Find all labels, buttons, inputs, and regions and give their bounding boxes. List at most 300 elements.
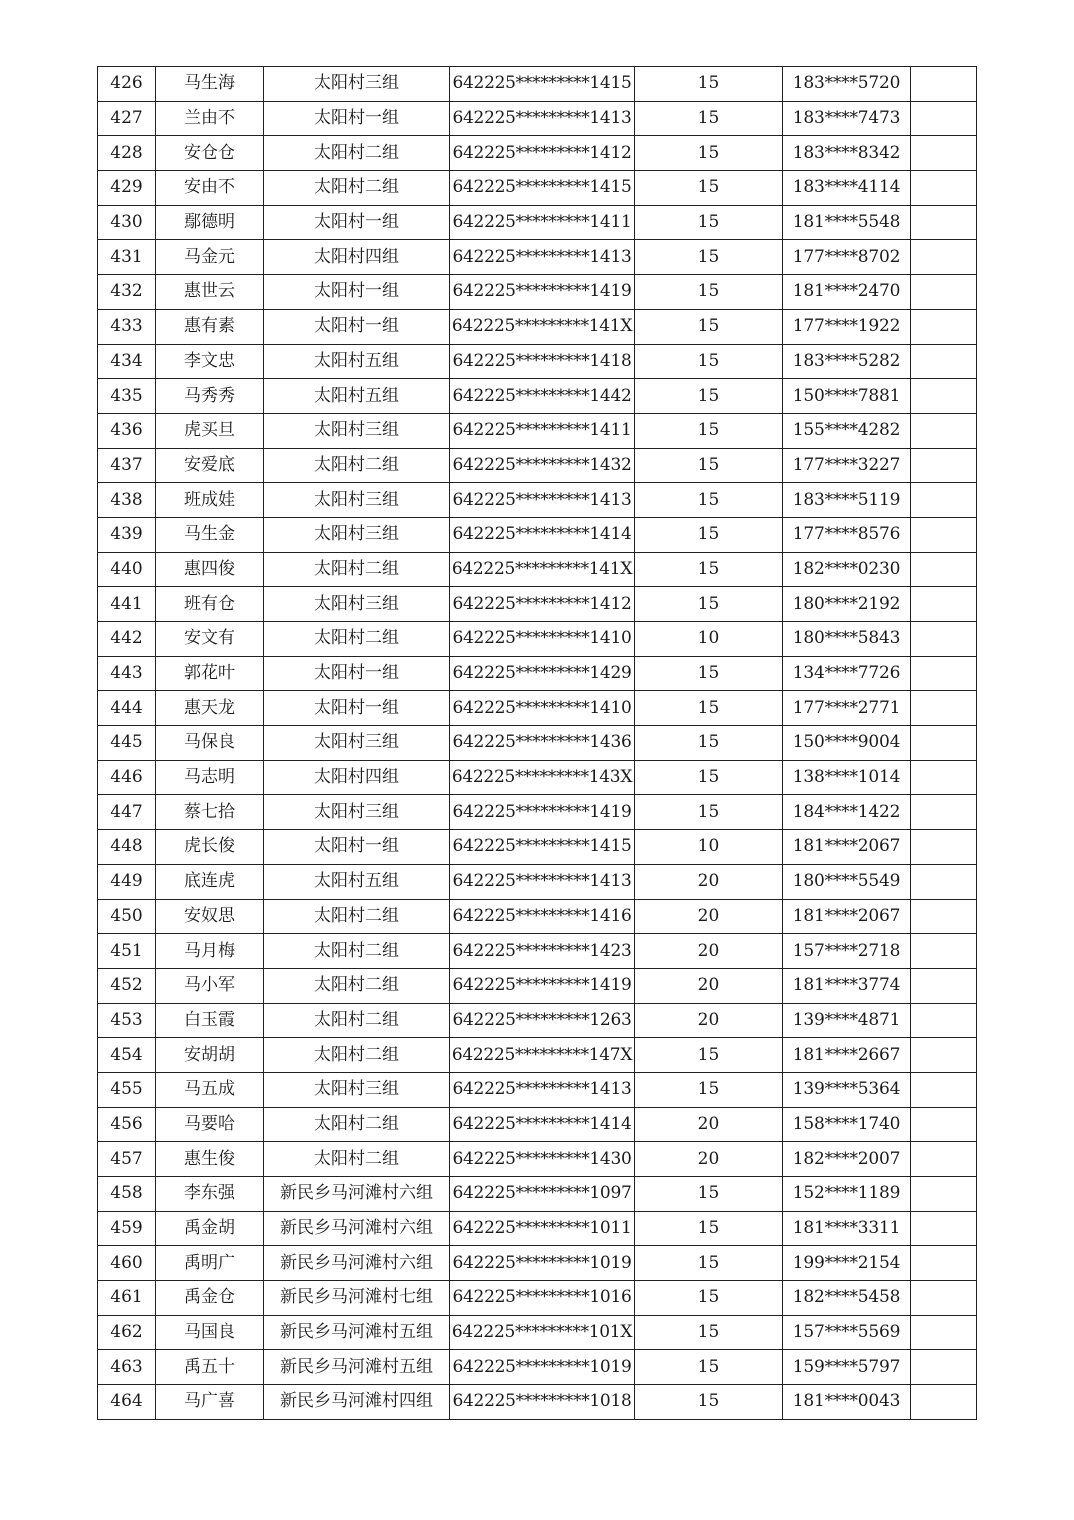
cell-village-group: 太阳村三组 [264,1072,450,1107]
cell-amount: 20 [635,968,783,1003]
cell-note [911,483,977,518]
cell-note [911,448,977,483]
cell-id-card: 642225*********1018 [450,1385,635,1420]
cell-village-group: 太阳村二组 [264,1142,450,1177]
cell-id-card: 642225*********1419 [450,968,635,1003]
cell-name: 马志明 [156,760,264,795]
cell-name: 鄢德明 [156,205,264,240]
cell-village-group: 太阳村一组 [264,691,450,726]
cell-name: 马小军 [156,968,264,1003]
cell-note [911,691,977,726]
cell-id-card: 642225*********1418 [450,344,635,379]
cell-village-group: 太阳村二组 [264,899,450,934]
cell-phone: 181****0043 [783,1385,911,1420]
cell-phone: 181****2667 [783,1038,911,1073]
cell-village-group: 太阳村三组 [264,413,450,448]
cell-amount: 15 [635,205,783,240]
cell-village-group: 新民乡马河滩村五组 [264,1350,450,1385]
table-row [98,517,977,552]
cell-id-card: 642225*********1413 [450,240,635,275]
table-row [98,448,977,483]
cell-id-card: 642225*********1423 [450,934,635,969]
cell-phone: 183****5720 [783,67,911,102]
cell-name: 班成娃 [156,483,264,518]
table-row [98,726,977,761]
cell-village-group: 太阳村二组 [264,448,450,483]
cell-id-card: 642225*********1413 [450,1072,635,1107]
table-row [98,413,977,448]
cell-village-group: 太阳村五组 [264,344,450,379]
cell-serial-number: 432 [98,275,156,310]
cell-note [911,656,977,691]
cell-note [911,1211,977,1246]
cell-serial-number: 437 [98,448,156,483]
cell-name: 班有仓 [156,587,264,622]
cell-phone: 177****2771 [783,691,911,726]
cell-serial-number: 439 [98,517,156,552]
cell-id-card: 642225*********1019 [450,1350,635,1385]
cell-id-card: 642225*********1412 [450,587,635,622]
table-row [98,344,977,379]
cell-village-group: 太阳村二组 [264,171,450,206]
cell-serial-number: 460 [98,1246,156,1281]
cell-village-group: 太阳村三组 [264,483,450,518]
cell-id-card: 642225*********1411 [450,413,635,448]
cell-phone: 180****5549 [783,864,911,899]
cell-id-card: 642225*********1411 [450,205,635,240]
cell-note [911,726,977,761]
table-row [98,240,977,275]
cell-phone: 157****2718 [783,934,911,969]
cell-phone: 183****8342 [783,136,911,171]
cell-name: 马保良 [156,726,264,761]
cell-serial-number: 454 [98,1038,156,1073]
cell-note [911,622,977,657]
cell-id-card: 642225*********1432 [450,448,635,483]
cell-phone: 183****7473 [783,101,911,136]
cell-amount: 15 [635,344,783,379]
cell-phone: 180****5843 [783,622,911,657]
cell-note [911,760,977,795]
cell-amount: 15 [635,726,783,761]
cell-id-card: 642225*********141X [450,309,635,344]
cell-id-card: 642225*********1415 [450,67,635,102]
cell-village-group: 太阳村一组 [264,205,450,240]
cell-name: 马要哈 [156,1107,264,1142]
cell-serial-number: 450 [98,899,156,934]
cell-amount: 15 [635,67,783,102]
cell-phone: 184****1422 [783,795,911,830]
cell-name: 禹金仓 [156,1281,264,1316]
cell-serial-number: 431 [98,240,156,275]
cell-name: 底连虎 [156,864,264,899]
cell-amount: 20 [635,864,783,899]
cell-name: 惠生俊 [156,1142,264,1177]
cell-village-group: 新民乡马河滩村六组 [264,1211,450,1246]
cell-serial-number: 456 [98,1107,156,1142]
cell-note [911,1107,977,1142]
cell-village-group: 太阳村二组 [264,934,450,969]
cell-note [911,1177,977,1212]
cell-phone: 177****1922 [783,309,911,344]
cell-village-group: 太阳村一组 [264,830,450,865]
cell-phone: 182****2007 [783,1142,911,1177]
cell-village-group: 太阳村二组 [264,136,450,171]
cell-village-group: 太阳村二组 [264,622,450,657]
cell-amount: 15 [635,1281,783,1316]
cell-village-group: 太阳村四组 [264,760,450,795]
cell-note [911,1246,977,1281]
table-row [98,1177,977,1212]
cell-village-group: 太阳村三组 [264,587,450,622]
cell-amount: 15 [635,448,783,483]
cell-serial-number: 459 [98,1211,156,1246]
cell-serial-number: 433 [98,309,156,344]
cell-amount: 15 [635,691,783,726]
cell-amount: 20 [635,934,783,969]
cell-phone: 183****4114 [783,171,911,206]
cell-name: 安仓仓 [156,136,264,171]
cell-name: 李文忠 [156,344,264,379]
cell-name: 惠有素 [156,309,264,344]
cell-name: 虎买旦 [156,413,264,448]
cell-note [911,171,977,206]
cell-id-card: 642225*********1413 [450,101,635,136]
cell-note [911,379,977,414]
cell-note [911,1315,977,1350]
cell-serial-number: 457 [98,1142,156,1177]
cell-name: 禹明广 [156,1246,264,1281]
table-row [98,656,977,691]
cell-id-card: 642225*********1412 [450,136,635,171]
cell-village-group: 新民乡马河滩村六组 [264,1177,450,1212]
table-row [98,171,977,206]
cell-name: 蔡七拾 [156,795,264,830]
cell-serial-number: 452 [98,968,156,1003]
cell-serial-number: 449 [98,864,156,899]
cell-name: 安奴思 [156,899,264,934]
cell-id-card: 642225*********1436 [450,726,635,761]
cell-note [911,1072,977,1107]
cell-id-card: 642225*********1429 [450,656,635,691]
cell-note [911,1038,977,1073]
cell-phone: 138****1014 [783,760,911,795]
cell-village-group: 太阳村三组 [264,67,450,102]
cell-name: 惠世云 [156,275,264,310]
cell-phone: 181****3774 [783,968,911,1003]
cell-amount: 15 [635,275,783,310]
cell-serial-number: 461 [98,1281,156,1316]
cell-id-card: 642225*********1263 [450,1003,635,1038]
cell-serial-number: 435 [98,379,156,414]
roster-table [97,66,977,1420]
cell-name: 马国良 [156,1315,264,1350]
cell-village-group: 太阳村三组 [264,795,450,830]
table-row [98,691,977,726]
cell-id-card: 642225*********1011 [450,1211,635,1246]
cell-id-card: 642225*********1419 [450,795,635,830]
cell-amount: 15 [635,1246,783,1281]
table-row [98,1107,977,1142]
cell-amount: 15 [635,1038,783,1073]
cell-serial-number: 434 [98,344,156,379]
cell-village-group: 太阳村二组 [264,552,450,587]
cell-name: 马月梅 [156,934,264,969]
cell-amount: 15 [635,309,783,344]
table-row [98,1385,977,1420]
cell-note [911,1142,977,1177]
table-row [98,1350,977,1385]
cell-note [911,1385,977,1420]
table-row [98,101,977,136]
cell-amount: 20 [635,1142,783,1177]
cell-village-group: 太阳村五组 [264,379,450,414]
cell-name: 虎长俊 [156,830,264,865]
cell-amount: 20 [635,899,783,934]
cell-serial-number: 451 [98,934,156,969]
cell-amount: 10 [635,830,783,865]
cell-amount: 15 [635,656,783,691]
table-row [98,552,977,587]
cell-serial-number: 453 [98,1003,156,1038]
cell-village-group: 太阳村一组 [264,275,450,310]
cell-serial-number: 447 [98,795,156,830]
cell-name: 安文有 [156,622,264,657]
cell-serial-number: 438 [98,483,156,518]
cell-serial-number: 462 [98,1315,156,1350]
cell-serial-number: 458 [98,1177,156,1212]
cell-phone: 181****3311 [783,1211,911,1246]
cell-phone: 177****3227 [783,448,911,483]
cell-serial-number: 428 [98,136,156,171]
cell-phone: 183****5282 [783,344,911,379]
table-row [98,587,977,622]
table-row [98,1003,977,1038]
table-row [98,1038,977,1073]
cell-village-group: 太阳村四组 [264,240,450,275]
cell-amount: 15 [635,413,783,448]
cell-id-card: 642225*********1019 [450,1246,635,1281]
cell-phone: 159****5797 [783,1350,911,1385]
cell-serial-number: 444 [98,691,156,726]
cell-note [911,968,977,1003]
cell-note [911,899,977,934]
cell-village-group: 太阳村一组 [264,656,450,691]
cell-phone: 180****2192 [783,587,911,622]
cell-id-card: 642225*********1415 [450,830,635,865]
cell-serial-number: 429 [98,171,156,206]
cell-phone: 182****0230 [783,552,911,587]
cell-village-group: 新民乡马河滩村七组 [264,1281,450,1316]
cell-name: 马广喜 [156,1385,264,1420]
cell-serial-number: 448 [98,830,156,865]
cell-village-group: 太阳村二组 [264,1107,450,1142]
table-row [98,1072,977,1107]
cell-note [911,552,977,587]
cell-note [911,67,977,102]
cell-village-group: 太阳村五组 [264,864,450,899]
cell-phone: 181****2067 [783,830,911,865]
table-row [98,622,977,657]
cell-serial-number: 455 [98,1072,156,1107]
cell-name: 安胡胡 [156,1038,264,1073]
cell-note [911,864,977,899]
table-row [98,760,977,795]
cell-village-group: 太阳村一组 [264,101,450,136]
cell-amount: 15 [635,1211,783,1246]
cell-name: 郭花叶 [156,656,264,691]
cell-amount: 15 [635,552,783,587]
cell-note [911,1350,977,1385]
cell-village-group: 太阳村三组 [264,726,450,761]
cell-amount: 15 [635,1177,783,1212]
table-row [98,1246,977,1281]
cell-amount: 15 [635,760,783,795]
cell-serial-number: 442 [98,622,156,657]
cell-note [911,240,977,275]
table-row [98,899,977,934]
cell-serial-number: 463 [98,1350,156,1385]
cell-phone: 181****2470 [783,275,911,310]
cell-village-group: 太阳村三组 [264,517,450,552]
cell-serial-number: 440 [98,552,156,587]
cell-amount: 15 [635,483,783,518]
cell-id-card: 642225*********1419 [450,275,635,310]
cell-amount: 15 [635,171,783,206]
cell-amount: 15 [635,1350,783,1385]
cell-phone: 139****4871 [783,1003,911,1038]
cell-id-card: 642225*********1414 [450,517,635,552]
table-row [98,136,977,171]
table-row [98,830,977,865]
table-row [98,1142,977,1177]
cell-serial-number: 464 [98,1385,156,1420]
table-row [98,934,977,969]
cell-village-group: 太阳村二组 [264,1003,450,1038]
cell-village-group: 新民乡马河滩村六组 [264,1246,450,1281]
cell-id-card: 642225*********101X [450,1315,635,1350]
cell-name: 禹五十 [156,1350,264,1385]
cell-note [911,205,977,240]
cell-note [911,1003,977,1038]
cell-serial-number: 427 [98,101,156,136]
cell-amount: 15 [635,136,783,171]
cell-id-card: 642225*********1430 [450,1142,635,1177]
cell-name: 马生海 [156,67,264,102]
cell-amount: 20 [635,1107,783,1142]
cell-name: 安爱底 [156,448,264,483]
cell-id-card: 642225*********1410 [450,622,635,657]
cell-amount: 10 [635,622,783,657]
cell-note [911,344,977,379]
table-row [98,1315,977,1350]
cell-name: 惠四俊 [156,552,264,587]
cell-phone: 199****2154 [783,1246,911,1281]
cell-name: 禹金胡 [156,1211,264,1246]
cell-amount: 15 [635,240,783,275]
table-row [98,968,977,1003]
cell-id-card: 642225*********1442 [450,379,635,414]
cell-note [911,587,977,622]
cell-serial-number: 426 [98,67,156,102]
cell-phone: 139****5364 [783,1072,911,1107]
cell-note [911,1281,977,1316]
cell-phone: 182****5458 [783,1281,911,1316]
table-row [98,483,977,518]
cell-serial-number: 445 [98,726,156,761]
cell-note [911,517,977,552]
table-row [98,1281,977,1316]
table-row [98,379,977,414]
table-row [98,795,977,830]
cell-phone: 152****1189 [783,1177,911,1212]
cell-serial-number: 441 [98,587,156,622]
cell-village-group: 新民乡马河滩村四组 [264,1385,450,1420]
cell-name: 马秀秀 [156,379,264,414]
cell-id-card: 642225*********1016 [450,1281,635,1316]
roster-table-body [98,67,977,1420]
cell-id-card: 642225*********141X [450,552,635,587]
cell-note [911,413,977,448]
cell-amount: 15 [635,1315,783,1350]
cell-phone: 158****1740 [783,1107,911,1142]
table-row [98,1211,977,1246]
cell-amount: 15 [635,379,783,414]
cell-note [911,830,977,865]
cell-phone: 177****8702 [783,240,911,275]
cell-village-group: 太阳村一组 [264,309,450,344]
table-row [98,205,977,240]
cell-name: 马生金 [156,517,264,552]
table-row [98,67,977,102]
cell-village-group: 太阳村二组 [264,968,450,1003]
cell-name: 李东强 [156,1177,264,1212]
cell-phone: 150****9004 [783,726,911,761]
cell-amount: 15 [635,517,783,552]
cell-serial-number: 446 [98,760,156,795]
cell-name: 马金元 [156,240,264,275]
cell-village-group: 太阳村二组 [264,1038,450,1073]
cell-phone: 177****8576 [783,517,911,552]
cell-amount: 15 [635,1072,783,1107]
cell-note [911,275,977,310]
cell-id-card: 642225*********1413 [450,864,635,899]
cell-amount: 20 [635,1003,783,1038]
cell-phone: 134****7726 [783,656,911,691]
cell-id-card: 642225*********1415 [450,171,635,206]
cell-note [911,309,977,344]
cell-serial-number: 430 [98,205,156,240]
cell-name: 安由不 [156,171,264,206]
cell-note [911,101,977,136]
cell-phone: 181****5548 [783,205,911,240]
cell-name: 马五成 [156,1072,264,1107]
table-row [98,864,977,899]
cell-id-card: 642225*********1413 [450,483,635,518]
cell-id-card: 642225*********1416 [450,899,635,934]
cell-name: 兰由不 [156,101,264,136]
cell-id-card: 642225*********1414 [450,1107,635,1142]
cell-id-card: 642225*********147X [450,1038,635,1073]
cell-phone: 181****2067 [783,899,911,934]
cell-note [911,136,977,171]
cell-amount: 15 [635,795,783,830]
cell-amount: 15 [635,1385,783,1420]
cell-name: 惠天龙 [156,691,264,726]
cell-note [911,795,977,830]
cell-id-card: 642225*********1097 [450,1177,635,1212]
cell-name: 白玉霞 [156,1003,264,1038]
